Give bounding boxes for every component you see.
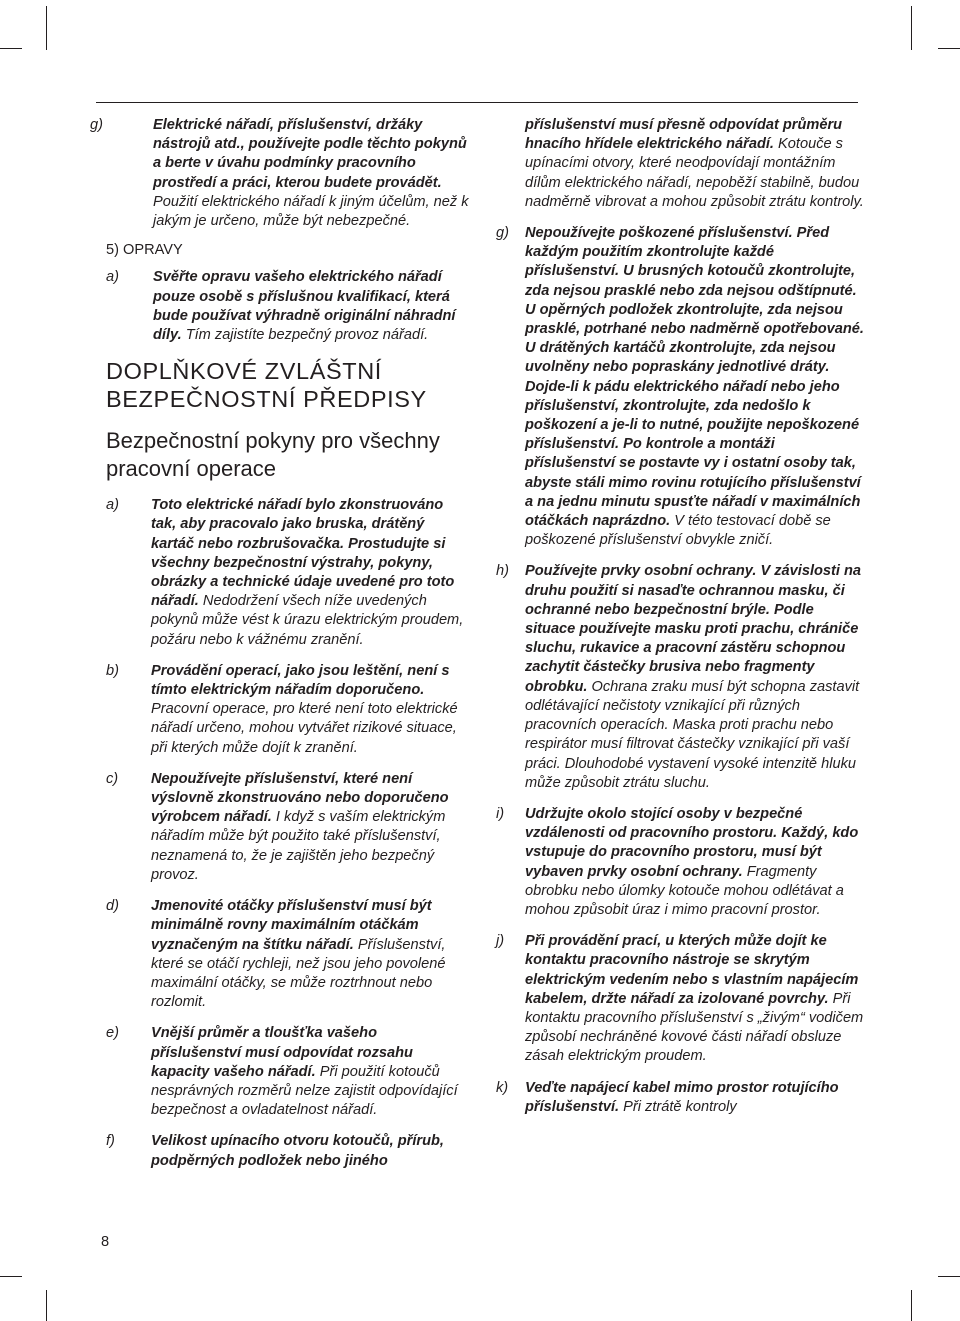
item-bold-text: Velikost upínacího otvoru kotoučů, přírub, podpěrných podložek nebo jiného [151, 1133, 444, 1169]
item-marker: j) [496, 933, 505, 950]
item-text: Pracovní operace, pro které není toto elektrické nářadí určeno, mohou vytvářet rizikové situace, při kterých může dojít k zranění. [151, 701, 458, 756]
item-marker: a) [106, 269, 119, 286]
item-text: Nedodržení všech níže uvedených pokynů může vést k úrazu elektrickým proudem, požáru nebo k vážnému zranění. [151, 593, 464, 648]
crop-mark [911, 6, 912, 50]
right-column [496, 116, 866, 1129]
item-text: I když s vaším elektrickým nářadím může být použito také příslušenství, neznamená to, že je zajištěn jeho bezpečný provoz. [151, 809, 446, 883]
item-text: Při ztrátě kontroly [619, 1098, 737, 1115]
item-bold-text: Nepoužívejte poškozené příslušenství. Před každým použitím zkontrolujte každé příslušenství. U brusných kotoučů zkontrolujte, zda nejsou prasklé nebo zda nejsou odštípnuté. U opěrných podložek zkontrolujte, zda nejsou prasklé, potrhané nebo nadměrně opotřebované. U drátěných kartáčů zkontrolujte, zda nejsou uvolněny nebo popraskány jednotlivé dráty. Dojde-li k pádu elektrického nářadí nebo jeho příslušenství, zkontrolujte, zda nedošlo k poškození a je-li to nutné, použijte nepoškozené příslušenství. Po kontrole a montáži příslušenství se postavte vy i ostatní osoby tak, abyste stáli mimo rovinu rotujícího příslušenství a na jednu minutu spusťte nářadí v maximálních otáčkách naprázdno. [525, 225, 864, 530]
item-bold-text: Nepoužívejte příslušenství, které není výslovně zkonstruováno nebo doporučeno výrobcem nářadí. [151, 770, 449, 826]
list-item [106, 496, 470, 650]
page-title: DOPLŇKOVÉ ZVLÁŠTNÍ BEZPEČNOSTNÍ PŘEDPISY [106, 358, 427, 413]
header-rule [96, 102, 858, 103]
crop-mark [938, 1276, 960, 1277]
item-marker: h) [496, 563, 509, 580]
item-text: Kotouče s upínacími otvory, které neodpovídají montážním dílům elektrického nářadí, nepoběží stabilně, budou nadměrně vibrovat a mohou způsobit ztrátu kontroly. [525, 136, 864, 210]
crop-mark [0, 48, 22, 49]
item-marker: d) [106, 898, 119, 915]
crop-mark [46, 1290, 47, 1321]
list-item [106, 1132, 470, 1170]
item-bold-text: Jmenovité otáčky příslušenství musí být minimálně rovny maximálním otáčkám vyznačeným na štítku nářadí. [151, 898, 432, 953]
section-label: 5) OPRAVY [106, 242, 183, 259]
item-bold-text: Udržujte okolo stojící osoby v bezpečné vzdálenosti od pracovního prostoru. Každý, kdo vstupuje do pracovního prostoru, musí být vybaven prvky osobní ochrany. [525, 805, 859, 880]
item-marker: e) [106, 1025, 119, 1042]
list-item [106, 1024, 470, 1120]
item-marker: g) [496, 225, 509, 242]
item-marker: a) [106, 497, 119, 514]
list-item [496, 562, 866, 792]
item-bold-text: Elektrické nářadí, příslušenství, držáky nástrojů atd., používejte podle těchto pokynů a berte v úvahu podmínky pracovního prostředí a práci, kterou budete provádět. [153, 117, 467, 191]
item-marker: k) [496, 1079, 509, 1096]
item-marker: b) [106, 662, 119, 679]
item-bold-text: Veďte napájecí kabel mimo prostor rotujícího příslušenství. [525, 1079, 839, 1115]
list-item [90, 116, 470, 231]
item-text: Použití elektrického nářadí k jiným účelům, než k jakým je určeno, může být nebezpečné. [153, 193, 469, 230]
item-text: Ochrana zraku musí být schopna zastavit odlétávající nečistoty vznikající při různých pracovních operacích. Maska proti prachu nebo respirátor musí filtrovat částečky vznikající při vaší práci. Dlouhodobé vystavení vysoké intenzitě hluku může způsobit ztrátu sluchu. [525, 678, 860, 791]
item-marker: c) [106, 770, 119, 787]
left-column [90, 116, 470, 1183]
list-item [496, 224, 866, 550]
item-marker: f) [106, 1133, 115, 1150]
item-marker: i) [496, 805, 505, 822]
item-bold-text: příslušenství musí přesně odpovídat průměru hnacího hřídele elektrického nářadí. [525, 117, 843, 153]
list-item [106, 897, 470, 1012]
page-number: 8 [101, 1234, 110, 1250]
item-bold-text: Provádění operací, jako jsou leštění, není s tímto elektrickým nářadím doporučeno. [151, 662, 450, 699]
item-bold-text: Vnější průměr a tloušťka vašeho příslušenství musí odpovídat rozsahu kapacity vašeho nářadí. [151, 1025, 413, 1080]
item-text: Příslušenství, které se otáčí rychleji, než jsou jeho povolené maximální otáčky, se může roztrhnout nebo rozlomit. [151, 936, 446, 1011]
item-marker: g) [90, 117, 103, 133]
list-item [496, 116, 866, 212]
list-item [496, 1079, 866, 1117]
item-text: Fragmenty obrobku nebo úlomky kotouče mohou odlétávat a mohou způsobit úraz i mimo pracovní prostor. [525, 863, 844, 918]
list-item [90, 268, 470, 345]
list-item [496, 932, 866, 1066]
crop-mark [0, 1276, 22, 1277]
item-bold-text: Toto elektrické nářadí bylo zkonstruováno tak, aby pracovalo jako bruska, drátěný kartáč nebo rozbrušovačka. Prostudujte si všechny bezpečnostní výstrahy, pokyny, obrázky a technické údaje uvedené pro toto nářadí. [151, 497, 455, 610]
crop-mark [911, 1290, 912, 1321]
item-bold-text: Používejte prvky osobní ochrany. V závislosti na druhu použití si nasaďte ochrannou masku, či ochranné nebo bezpečnostní brýle. Podle situace používejte masku proti prachu, chrániče sluchu, rukavice a pracovní zástěru schopnou zachytit částečky brusiva nebo fragmenty obrobku. [525, 563, 862, 695]
crop-mark [46, 6, 47, 50]
item-text: V této testovací době se poškozené příslušenství obvykle zničí. [525, 513, 831, 549]
section-heading: Bezpečnostní pokyny pro všechny pracovní operace [106, 428, 440, 481]
item-text: Tím zajistíte bezpečný provoz nářadí. [181, 327, 429, 344]
crop-mark [938, 48, 960, 49]
item-text: Při použití kotoučů nesprávných rozměrů nelze zajistit odpovídající bezpečnost a ovladatelnost nářadí. [151, 1063, 458, 1119]
list-item [496, 805, 866, 920]
list-item [106, 770, 470, 885]
item-bold-text: Svěřte opravu vašeho elektrického nářadí pouze osobě s příslušnou kvalifikací, která bude používat výhradně originální náhradní díly. [153, 269, 456, 344]
item-bold-text: Při provádění prací, u kterých může dojít ke kontaktu pracovního nástroje se skrytým elektrickým vedením nebo s vlastním napájecím kabelem, držte nářadí za izolované povrchy. [525, 933, 859, 1007]
list-item [106, 662, 470, 758]
item-text: Při kontaktu pracovního příslušenství s „živým“ vodičem způsobí nechráněné kovové části nářadí obsluze zásah elektrickým proudem. [525, 990, 864, 1065]
